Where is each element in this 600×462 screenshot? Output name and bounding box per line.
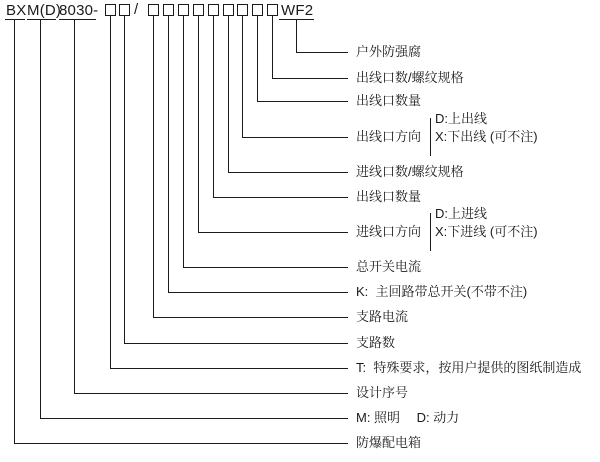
inlet-direction-option-down: X:下进线 (可不注)	[435, 224, 538, 239]
leader-vline-series	[74, 20, 75, 393]
leader-hline-9	[168, 292, 348, 293]
leader-vline-box10	[257, 16, 258, 101]
placeholder-box-1	[105, 4, 116, 16]
label-m-lighting-d-power: M: 照明 D: 动力	[356, 410, 460, 425]
leader-vline-box3	[153, 16, 154, 317]
leader-hline-14	[40, 418, 348, 419]
placeholder-box-2	[119, 4, 130, 16]
leader-vline-box5	[183, 16, 184, 267]
outlet-direction-option-down: X:下出线 (可不注)	[435, 129, 538, 144]
leader-hline-5	[228, 172, 348, 173]
placeholder-box-6	[193, 4, 204, 16]
placeholder-box-5	[178, 4, 189, 16]
model-separator-slash: /	[134, 1, 139, 18]
leader-hline-4	[242, 137, 348, 138]
label-inlet-direction: 进线口方向	[356, 224, 422, 239]
leader-hline-3	[257, 101, 348, 102]
leader-hline-10	[153, 317, 348, 318]
leader-vline-box7	[213, 16, 214, 197]
inlet-direction-divider	[430, 213, 431, 251]
label-branch-current: 支路电流	[356, 309, 409, 324]
label-outlet-quantity: 出线口数量	[356, 93, 422, 108]
inlet-direction-option-up: D:上进线	[435, 206, 488, 221]
leader-hline-13	[74, 393, 348, 394]
outlet-direction-divider	[430, 118, 431, 156]
placeholder-box-8	[223, 4, 234, 16]
model-suffix-wf2: WF2	[281, 2, 314, 19]
underline-series	[59, 19, 96, 20]
leader-vline-box8	[228, 16, 229, 172]
leader-hline-6	[213, 197, 348, 198]
leader-vline-box1	[110, 16, 111, 368]
label-outdoor-anticorrosion: 户外防强腐	[356, 44, 422, 59]
label-branch-count: 支路数	[356, 335, 396, 350]
leader-hline-8	[183, 267, 348, 268]
placeholder-box-3	[148, 4, 159, 16]
leader-hline-7	[198, 232, 348, 233]
leader-hline-11	[124, 343, 348, 344]
label-inlet-count-thread-spec: 进线口数/螺纹规格	[356, 164, 464, 179]
label-t-special-requirement: T: 特殊要求，按用户提供的图纸制造成	[356, 360, 582, 375]
leader-hline-15	[14, 443, 348, 444]
label-outlet-quantity-2: 出线口数量	[356, 189, 422, 204]
label-explosion-proof-distribution-box: 防爆配电箱	[356, 435, 422, 450]
leader-hline-2	[272, 78, 348, 79]
leader-vline-box6	[198, 16, 199, 232]
model-prefix: BX	[6, 2, 27, 19]
leader-vline-box9	[242, 16, 243, 137]
leader-hline-12	[110, 368, 348, 369]
leader-vline-suffix	[296, 20, 297, 52]
leader-vline-box4	[168, 16, 169, 292]
placeholder-box-11	[267, 4, 278, 16]
leader-vline-prefix	[14, 20, 15, 443]
placeholder-box-9	[237, 4, 248, 16]
leader-vline-box11	[272, 16, 273, 78]
placeholder-box-4	[163, 4, 174, 16]
label-main-switch-current: 总开关电流	[356, 259, 422, 274]
underline-type	[27, 19, 56, 20]
model-series-code: 8030-	[59, 2, 99, 19]
outlet-direction-option-up: D:上出线	[435, 111, 488, 126]
leader-hline-1	[296, 52, 348, 53]
leader-vline-box2	[124, 16, 125, 343]
label-outlet-count-thread-spec: 出线口数/螺纹规格	[356, 70, 464, 85]
leader-vline-type	[40, 20, 41, 418]
label-design-serial-number: 设计序号	[356, 385, 409, 400]
label-k-main-circuit-switch: K: 主回路带总开关(不带不注)	[356, 284, 528, 299]
label-outlet-direction: 出线口方向	[356, 129, 422, 144]
placeholder-box-7	[208, 4, 219, 16]
model-type-code: M(D)	[27, 2, 62, 19]
placeholder-box-10	[252, 4, 263, 16]
